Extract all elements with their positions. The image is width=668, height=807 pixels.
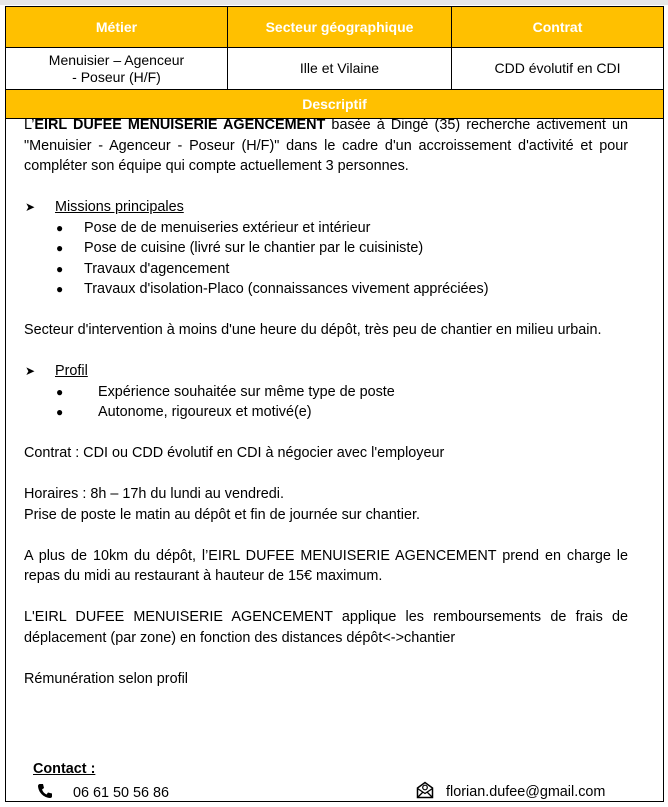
contact-phone xyxy=(37,783,169,803)
metier-line-1: Menuisier – Agenceur xyxy=(48,51,185,68)
profil-text: Autonome, rigoureux et motivé(e) xyxy=(98,404,312,420)
header-metier: Métier xyxy=(6,7,228,47)
phone-icon xyxy=(37,783,73,803)
contrat-paragraph: Contrat : CDI ou CDD évolutif en CDI à négocier avec l'employeur xyxy=(24,445,445,461)
bullet-icon: ● xyxy=(56,384,64,399)
phone-number[interactable]: 06 61 50 56 86 xyxy=(73,785,170,801)
profil-text: Expérience souhaitée sur même type de poste xyxy=(98,383,395,400)
list-item xyxy=(24,218,628,239)
profil-heading xyxy=(24,361,628,382)
remuneration-line: Rémunération selon profil xyxy=(24,670,188,687)
list-item xyxy=(24,259,628,280)
mission-text: Travaux d'agencement xyxy=(84,260,230,277)
repas-paragraph: A plus de 10km du dépôt, l’EIRL DUFEE MENUISERIE AGENCEMENT prend en charge le repas du midi au restaurant à hauteur de 15€ maximum. xyxy=(24,547,628,584)
company-name: EIRL DUFEE MENUISERIE AGENCEMENT xyxy=(34,117,326,133)
secteur-paragraph: Secteur d'intervention à moins d'une heure du dépôt, très peu de chantier en milieu urbain. xyxy=(24,322,602,338)
frais-paragraph: L'EIRL DUFEE MENUISERIE AGENCEMENT applique les remboursements de frais de déplacement (par zone) en fonction des distances dépôt<->chantier xyxy=(24,609,628,646)
value-contrat: CDD évolutif en CDI xyxy=(494,60,621,76)
contact-title: Contact : xyxy=(33,761,96,777)
arrow-bullet-icon: ➤ xyxy=(25,200,36,214)
header-secteur: Secteur géographique xyxy=(228,7,452,47)
description-body xyxy=(24,115,628,689)
descriptif-header: Descriptif xyxy=(302,96,367,112)
header-contrat: Contrat xyxy=(532,19,583,35)
list-item xyxy=(24,279,628,300)
envelope-icon xyxy=(416,781,446,803)
intro-prefix: L’ xyxy=(24,117,35,133)
missions-title: Missions principales xyxy=(55,199,184,215)
mission-text: Pose de de menuiseries extérieur et intérieur xyxy=(84,219,371,236)
contact-email xyxy=(416,781,605,803)
prise-poste-line: Prise de poste le matin au dépôt et fin de journée sur chantier. xyxy=(24,506,420,523)
horaires-line: Horaires : 8h – 17h du lundi au vendredi. xyxy=(24,486,285,502)
bullet-icon: ● xyxy=(56,261,64,276)
intro-paragraph xyxy=(24,115,628,177)
value-secteur: Ille et Vilaine xyxy=(228,48,452,89)
bullet-icon: ● xyxy=(56,241,64,255)
bullet-icon: ● xyxy=(56,220,64,235)
list-item xyxy=(24,402,628,423)
values-row xyxy=(6,47,663,89)
email-address[interactable]: florian.dufee@gmail.com xyxy=(446,784,606,800)
value-metier xyxy=(6,48,228,89)
header-row xyxy=(6,7,663,47)
bullet-icon: ● xyxy=(56,282,64,296)
profil-list xyxy=(24,382,628,423)
list-item xyxy=(24,382,628,403)
intro-text: basée à Dingé (35) recherche activement un "Menuisier - Agenceur - Poseur (H/F)" dans le cadre d'un accroissement d'activité et pour compléter son équipe qui compte actuellement 3 personnes. xyxy=(24,117,628,174)
missions-heading xyxy=(24,197,628,218)
missions-list xyxy=(24,218,628,300)
mission-text: Pose de cuisine (livré sur le chantier par le cuisiniste) xyxy=(84,240,424,256)
list-item xyxy=(24,238,628,259)
top-strip xyxy=(0,0,668,5)
metier-line-2: - Poseur (H/F) xyxy=(72,68,161,85)
arrow-bullet-icon: ➤ xyxy=(25,364,36,378)
profil-title: Profil xyxy=(55,363,88,379)
mission-text: Travaux d'isolation-Placo (connaissances vivement appréciées) xyxy=(84,281,489,297)
bullet-icon: ● xyxy=(56,405,64,419)
